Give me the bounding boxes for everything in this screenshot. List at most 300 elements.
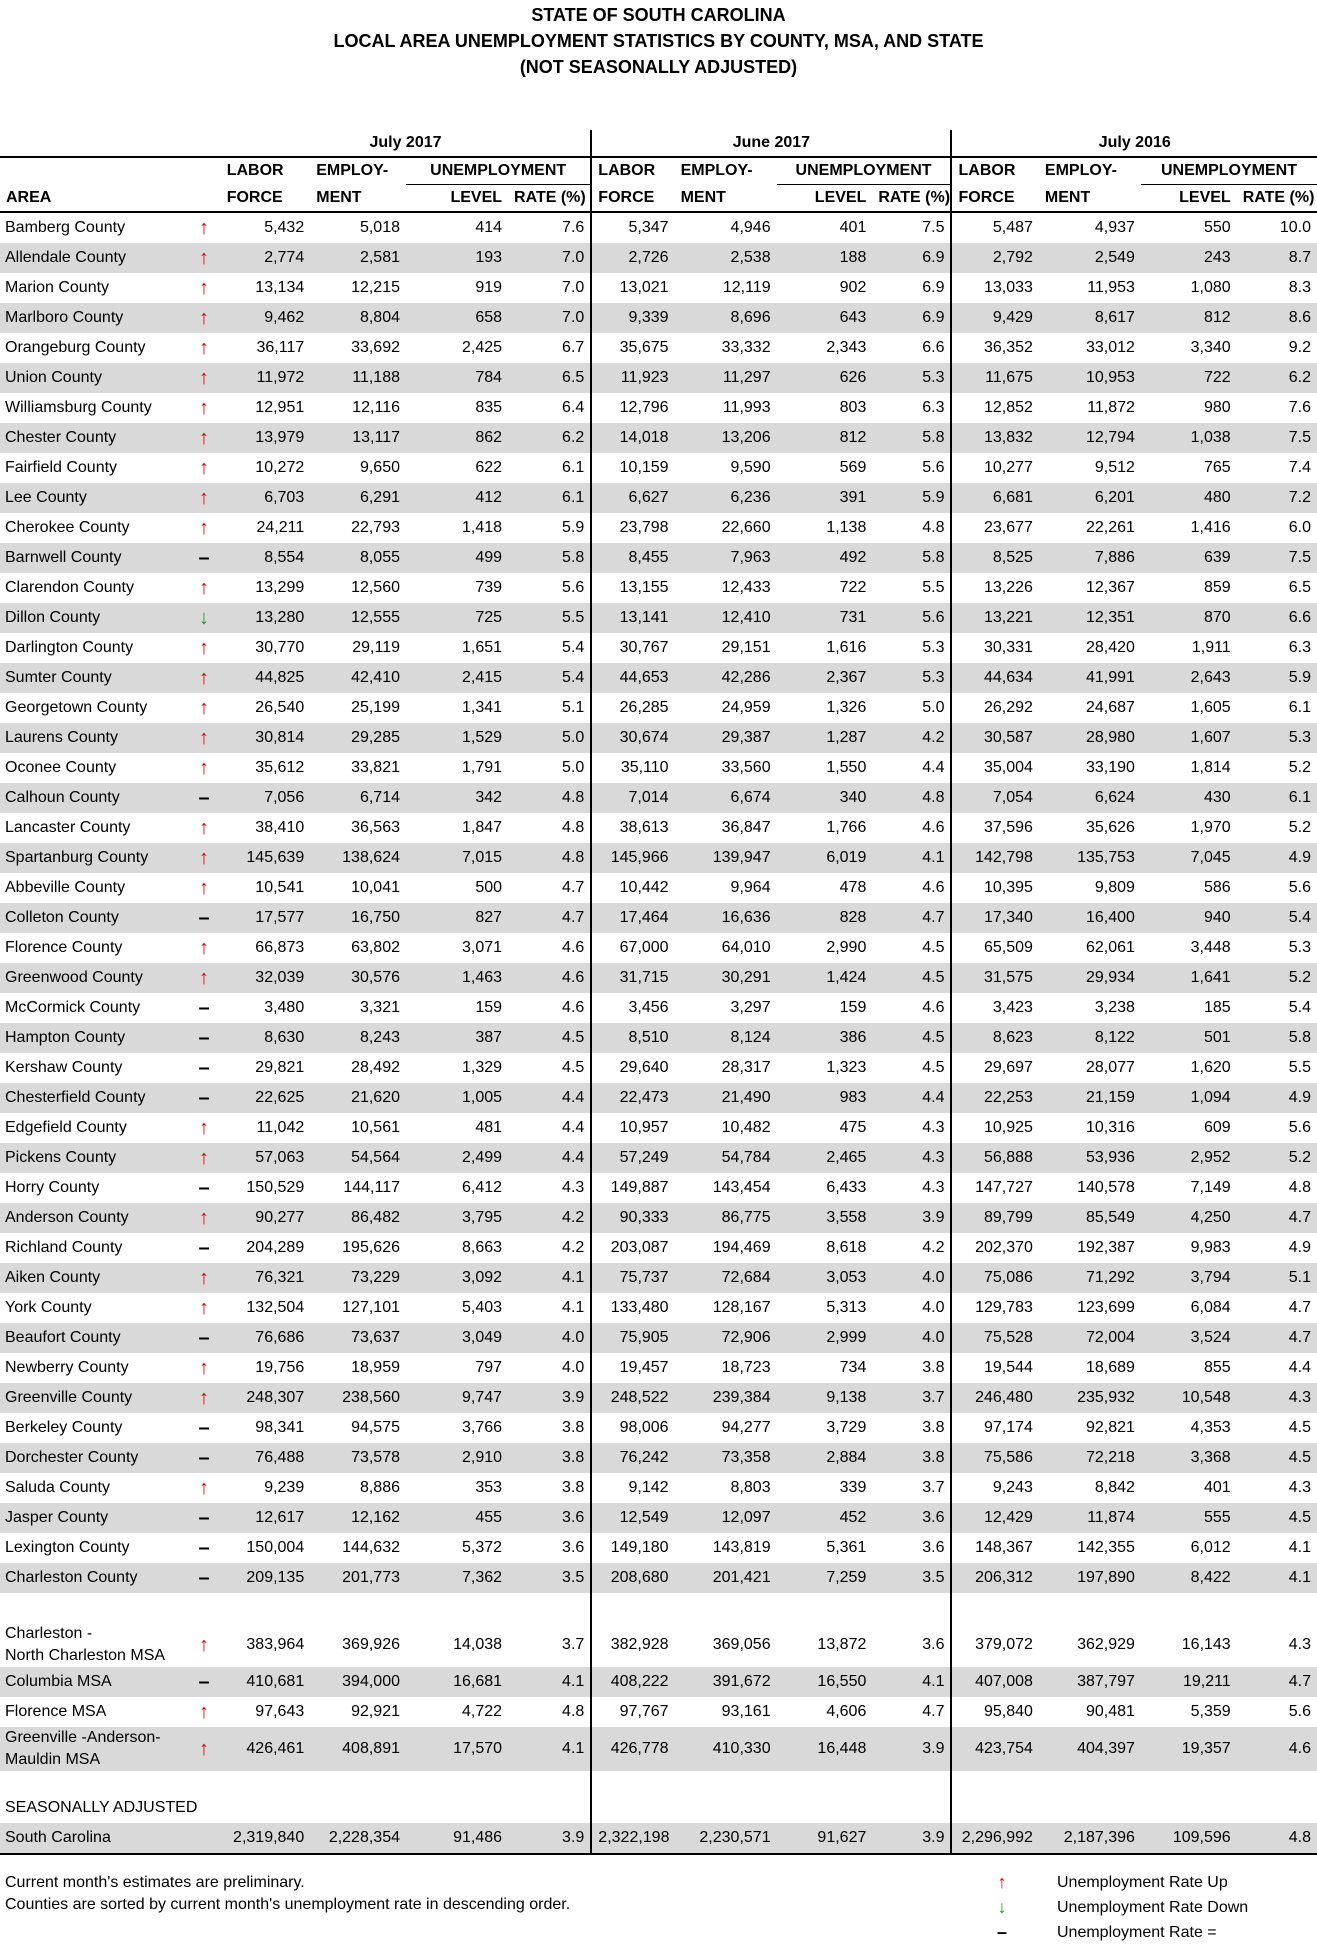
cell-unemployment-level: 5,313 [826,1299,867,1316]
table-row [0,1203,1317,1233]
footer [0,1870,1317,1948]
cell-employment: 2,538 [675,243,777,273]
cell-employment: 33,821 [351,759,400,776]
cell-unemployment-rate: 5.9 [562,519,585,536]
cell-unemployment-rate: 4.5 [1237,1503,1317,1533]
cell-unemployment-level: 2,999 [777,1323,873,1353]
cell-labor-force: 97,767 [591,1697,674,1727]
cell-unemployment-rate: 4.5 [922,1059,945,1076]
cell-unemployment-rate: 6.9 [872,303,951,333]
legend-same-label: Unemployment Rate = [1057,1924,1217,1941]
cell-labor-force: 19,544 [951,1353,1038,1383]
table-row [0,1413,1317,1443]
cell-labor-force: 32,039 [221,963,311,993]
msa-row [0,1727,1317,1771]
cell-employment: 6,201 [1039,483,1141,513]
cell-employment: 22,660 [721,519,771,536]
cell-employment: 6,714 [310,783,406,813]
cell-unemployment-level: 4,250 [1141,1203,1237,1233]
state-row [0,1823,1317,1854]
cell-labor-force: 37,596 [951,813,1038,843]
cell-employment: 128,167 [712,1299,771,1316]
dash-icon: – [187,1083,220,1113]
arrow-up-icon: ↑ [199,336,210,359]
cell-labor-force: 150,529 [246,1179,305,1196]
cell-unemployment-level: 8,663 [461,1239,503,1256]
cell-labor-force: 208,680 [591,1563,674,1593]
cell-employment: 391,672 [675,1667,777,1697]
cell-unemployment-rate: 3.6 [562,1539,585,1556]
cell-unemployment-level: 3,092 [406,1263,508,1293]
cell-unemployment-rate: 5.6 [1288,1703,1311,1720]
cell-unemployment-rate: 3.8 [922,1359,945,1376]
cell-unemployment-rate: 4.2 [562,1239,585,1256]
county-name: Darlington County [5,639,134,656]
arrow-up-icon: ↑ [187,1263,220,1293]
cell-employment: 21,159 [1039,1083,1141,1113]
cell-unemployment-level: 2,952 [1141,1143,1237,1173]
county-name: Charleston County [0,1563,187,1593]
table-row [0,243,1317,273]
cell-employment: 73,637 [310,1323,406,1353]
arrow-up-icon: ↑ [187,243,220,273]
cell-unemployment-level: 340 [777,783,873,813]
table-row [0,1383,1317,1413]
cell-unemployment-level: 1,287 [777,723,873,753]
cell-labor-force: 209,135 [221,1563,311,1593]
cell-unemployment-rate: 5.6 [872,603,951,633]
county-name: Union County [0,363,187,393]
cell-labor-force: 56,888 [951,1143,1038,1173]
arrow-up-icon: ↑ [187,963,220,993]
cell-labor-force: 30,767 [591,633,674,663]
table-row [0,1533,1317,1563]
msa-name-line: Greenville -Anderson- [5,1729,161,1746]
cell-unemployment-rate: 8.6 [1237,303,1317,333]
cell-unemployment-rate: 3.8 [922,1419,945,1436]
county-name: Marlboro County [0,303,187,333]
msa-name-line: Charleston - [5,1625,93,1642]
cell-labor-force: 98,341 [255,1419,305,1436]
cell-unemployment-rate: 4.5 [872,963,951,993]
cell-unemployment-level: 401 [839,219,867,236]
cell-unemployment-level: 940 [1141,903,1237,933]
dash-icon: – [187,783,220,813]
cell-employment: 238,560 [310,1383,406,1413]
cell-unemployment-level: 412 [406,483,508,513]
arrow-up-icon: ↑ [187,723,220,753]
table-row [0,363,1317,393]
cell-unemployment-rate: 4.7 [1237,1203,1317,1233]
cell-unemployment-level: 622 [475,459,503,476]
cell-labor-force: 23,677 [951,513,1038,543]
cell-unemployment-level: 19,357 [1141,1727,1237,1771]
cell-labor-force: 35,675 [591,333,674,363]
cell-unemployment-level: 387 [406,1023,508,1053]
arrow-up-icon: ↑ [199,696,210,719]
cell-unemployment-level: 339 [839,1479,867,1496]
cell-labor-force: 31,715 [591,963,674,993]
cell-employment: 86,775 [675,1203,777,1233]
arrow-up-icon: ↑ [199,576,210,599]
cell-unemployment-level: 2,884 [777,1443,873,1473]
cell-unemployment-level: 980 [1204,399,1231,416]
cell-labor-force: 26,285 [591,693,674,723]
header-ment: MENT [1039,185,1141,213]
dash-icon: – [198,1176,210,1199]
cell-unemployment-rate: 3.6 [872,1503,951,1533]
cell-unemployment-rate: 5.1 [1237,1263,1317,1293]
arrow-up-icon: ↑ [199,456,210,479]
cell-labor-force: 67,000 [591,933,674,963]
cell-unemployment-rate: 3.5 [508,1563,591,1593]
cell-labor-force: 98,006 [591,1413,674,1443]
cell-labor-force: 10,395 [951,873,1038,903]
cell-employment: 12,215 [351,279,400,296]
cell-labor-force: 14,018 [591,423,674,453]
cell-unemployment-level: 2,343 [826,339,867,356]
cell-employment: 92,921 [351,1703,400,1720]
cell-employment: 10,316 [1086,1119,1135,1136]
cell-unemployment-level: 109,596 [1141,1823,1237,1854]
cell-unemployment-level: 827 [406,903,508,933]
period-prior-year: July 2016 [951,130,1317,157]
cell-unemployment-rate: 4.4 [922,759,945,776]
cell-unemployment-level: 193 [406,243,508,273]
cell-labor-force: 2,792 [951,243,1038,273]
msa-name [0,1667,187,1697]
header-force: FORCE [591,185,674,213]
cell-unemployment-level: 8,422 [1141,1563,1237,1593]
cell-employment: 93,161 [721,1703,771,1720]
cell-unemployment-rate: 5.0 [922,699,945,716]
cell-unemployment-level: 414 [475,219,503,236]
cell-unemployment-level: 391 [777,483,873,513]
cell-labor-force: 10,925 [951,1113,1038,1143]
arrow-up-icon: ↑ [187,843,220,873]
table-body [0,212,1317,1854]
cell-unemployment-level: 1,341 [461,699,503,716]
cell-unemployment-rate: 4.2 [872,723,951,753]
cell-unemployment-level: 3,794 [1141,1263,1237,1293]
dash-icon: – [198,1536,210,1559]
cell-unemployment-level: 16,550 [777,1667,873,1697]
table-row [0,1443,1317,1473]
cell-employment: 11,993 [722,399,771,416]
cell-unemployment-rate: 4.8 [1288,1179,1311,1196]
cell-labor-force: 426,778 [591,1727,674,1771]
cell-employment: 12,351 [1039,603,1141,633]
cell-unemployment-rate: 4.3 [872,1143,951,1173]
arrow-up-icon: ↑ [199,816,210,839]
cell-unemployment-level: 586 [1204,879,1231,896]
unemployment-table [0,130,1317,1855]
cell-labor-force: 9,339 [591,303,674,333]
arrow-up-icon: ↑ [199,1356,210,1379]
arrow-up-icon: ↑ [187,1143,220,1173]
cell-unemployment-rate: 7.0 [562,279,585,296]
cell-unemployment-level: 501 [1141,1023,1237,1053]
cell-employment: 28,317 [721,1059,771,1076]
cell-unemployment-rate: 4.4 [508,1083,591,1113]
cell-labor-force: 142,798 [951,843,1038,873]
cell-unemployment-level: 812 [1141,303,1237,333]
cell-unemployment-level: 17,570 [406,1727,508,1771]
cell-employment: 194,469 [712,1239,771,1256]
cell-labor-force: 13,141 [591,603,674,633]
cell-unemployment-level: 455 [406,1503,508,1533]
cell-unemployment-level: 983 [777,1083,873,1113]
cell-labor-force: 36,117 [256,339,305,356]
state-name: South Carolina [0,1823,221,1854]
cell-unemployment-level: 1,607 [1141,723,1237,753]
cell-unemployment-level: 835 [475,399,503,416]
cell-employment: 2,228,354 [310,1823,406,1854]
cell-labor-force: 10,277 [951,453,1038,483]
cell-unemployment-level: 8,618 [826,1239,867,1256]
cell-labor-force: 8,455 [591,543,674,573]
dash-icon: – [187,1563,220,1593]
cell-labor-force: 7,056 [221,783,311,813]
cell-unemployment-level: 9,138 [777,1383,873,1413]
cell-labor-force: 13,221 [951,603,1038,633]
county-name: Horry County [5,1179,100,1196]
cell-labor-force: 24,211 [256,519,305,536]
cell-employment: 10,953 [1039,363,1141,393]
cell-unemployment-level: 3,049 [406,1323,508,1353]
cell-unemployment-rate: 4.8 [1237,1823,1317,1854]
cell-employment: 4,946 [730,219,771,236]
cell-unemployment-level: 452 [777,1503,873,1533]
dash-icon: – [187,1023,220,1053]
cell-employment: 239,384 [675,1383,777,1413]
msa-name-line: Florence MSA [5,1703,107,1720]
cell-unemployment-rate: 4.2 [922,1239,945,1256]
cell-unemployment-rate: 5.3 [872,363,951,393]
cell-employment: 135,753 [1039,843,1141,873]
table-row [0,993,1317,1023]
county-name: Lee County [0,483,187,513]
county-name: Saluda County [5,1479,110,1496]
cell-unemployment-level: 1,605 [1190,699,1231,716]
cell-unemployment-level: 2,367 [777,663,873,693]
cell-unemployment-level: 739 [475,579,503,596]
cell-unemployment-level: 725 [406,603,508,633]
cell-unemployment-rate: 3.6 [922,1636,945,1653]
cell-unemployment-level: 1,766 [826,819,867,836]
cell-unemployment-rate: 4.6 [922,879,945,896]
cell-labor-force: 19,756 [255,1359,305,1376]
title-line-3: (NOT SEASONALLY ADJUSTED) [519,57,798,77]
cell-labor-force: 426,461 [221,1727,311,1771]
cell-labor-force: 97,174 [951,1413,1038,1443]
cell-unemployment-level: 1,791 [461,759,503,776]
cell-unemployment-rate: 5.4 [1237,903,1317,933]
cell-unemployment-level: 1,418 [461,519,503,536]
cell-employment: 138,624 [310,843,406,873]
table-row [0,483,1317,513]
cell-labor-force: 66,873 [255,939,305,956]
cell-labor-force: 95,840 [951,1697,1038,1727]
cell-unemployment-level: 643 [777,303,873,333]
table-row [0,1293,1317,1323]
cell-unemployment-level: 1,138 [826,519,867,536]
cell-unemployment-level: 401 [1204,1479,1231,1496]
cell-unemployment-level: 13,872 [817,1636,867,1653]
cell-labor-force: 11,972 [221,363,311,393]
cell-unemployment-level: 91,627 [777,1823,873,1854]
msa-name-line: Mauldin MSA [5,1751,101,1768]
cell-labor-force: 26,540 [255,699,305,716]
arrow-up-icon: ↑ [187,423,220,453]
cell-labor-force: 26,292 [951,693,1038,723]
cell-labor-force: 76,321 [221,1263,311,1293]
cell-employment: 29,387 [675,723,777,753]
cell-unemployment-rate: 5.5 [508,603,591,633]
cell-labor-force: 8,554 [221,543,311,573]
cell-employment: 9,590 [730,459,771,476]
cell-employment: 25,199 [351,699,400,716]
table-row [0,1023,1317,1053]
cell-unemployment-rate: 4.1 [508,1667,591,1697]
cell-employment: 11,872 [1087,399,1135,416]
cell-employment: 387,797 [1039,1667,1141,1697]
county-name: Williamsburg County [5,399,152,416]
cell-employment: 201,421 [675,1563,777,1593]
cell-unemployment-level: 6,084 [1190,1299,1231,1316]
msa-name [0,1697,187,1727]
cell-employment: 86,482 [310,1203,406,1233]
cell-labor-force: 29,821 [255,1059,305,1076]
county-name: Clarendon County [5,579,134,596]
cell-employment: 72,906 [675,1323,777,1353]
cell-unemployment-level: 658 [406,303,508,333]
dash-icon: – [187,543,220,573]
cell-unemployment-rate: 4.6 [508,963,591,993]
cell-labor-force: 76,242 [591,1443,674,1473]
table-row [0,1233,1317,1263]
title-line-1: STATE OF SOUTH CAROLINA [531,5,786,25]
table-row [0,1563,1317,1593]
cell-labor-force: 13,226 [951,573,1038,603]
table-row [0,513,1317,543]
cell-employment: 410,330 [675,1727,777,1771]
cell-employment: 8,617 [1039,303,1141,333]
cell-unemployment-level: 2,425 [461,339,503,356]
header-rate: RATE (%) [1237,185,1317,213]
county-name: Bamberg County [5,219,126,236]
cell-unemployment-rate: 5.6 [1288,1119,1311,1136]
cell-unemployment-rate: 6.9 [922,279,945,296]
table-row [0,453,1317,483]
cell-employment: 8,842 [1094,1479,1135,1496]
county-name: Cherokee County [5,519,130,536]
county-name: Berkeley County [5,1419,123,1436]
cell-unemployment-level: 10,548 [1141,1383,1237,1413]
cell-unemployment-rate: 4.0 [922,1299,945,1316]
cell-unemployment-rate: 4.8 [508,843,591,873]
cell-unemployment-rate: 4.0 [872,1263,951,1293]
cell-unemployment-level: 639 [1141,543,1237,573]
cell-unemployment-rate: 5.9 [1237,663,1317,693]
cell-unemployment-rate: 6.9 [872,243,951,273]
cell-unemployment-level: 3,448 [1190,939,1231,956]
cell-employment: 6,291 [310,483,406,513]
cell-employment: 29,119 [352,639,400,656]
cell-employment: 3,321 [359,999,400,1016]
legend-up-label: Unemployment Rate Up [1057,1874,1228,1891]
cell-labor-force: 203,087 [591,1233,674,1263]
header-labor: LABOR [591,157,674,185]
cell-labor-force: 57,249 [591,1143,674,1173]
arrow-up-icon: ↑ [199,756,210,779]
cell-unemployment-rate: 3.7 [872,1383,951,1413]
cell-unemployment-rate: 4.5 [922,939,945,956]
cell-employment: 12,410 [675,603,777,633]
cell-unemployment-level: 6,012 [1190,1539,1231,1556]
cell-unemployment-level: 828 [777,903,873,933]
cell-unemployment-rate: 4.2 [508,1203,591,1233]
cell-employment: 10,561 [351,1119,400,1136]
cell-employment: 235,932 [1039,1383,1141,1413]
cell-employment: 6,624 [1039,783,1141,813]
cell-employment: 139,947 [675,843,777,873]
arrow-up-icon: ↑ [187,303,220,333]
cell-labor-force: 31,575 [951,963,1038,993]
cell-unemployment-rate: 8.7 [1237,243,1317,273]
cell-labor-force: 90,277 [221,1203,311,1233]
cell-employment: 369,056 [712,1636,771,1653]
cell-unemployment-level: 855 [1204,1359,1231,1376]
cell-unemployment-rate: 7.4 [1288,459,1311,476]
cell-labor-force: 13,280 [221,603,311,633]
county-name: Hampton County [0,1023,187,1053]
cell-employment: 12,097 [675,1503,777,1533]
cell-employment: 28,980 [1039,723,1141,753]
cell-unemployment-level: 2,643 [1141,663,1237,693]
cell-unemployment-rate: 5.0 [562,759,585,776]
cell-unemployment-rate: 10.0 [1279,219,1311,236]
cell-labor-force: 44,653 [591,663,674,693]
cell-labor-force: 3,480 [264,999,305,1016]
cell-unemployment-rate: 3.5 [872,1563,951,1593]
cell-labor-force: 65,509 [951,933,1038,963]
cell-employment: 12,433 [721,579,771,596]
cell-employment: 16,636 [675,903,777,933]
cell-employment: 24,687 [1086,699,1135,716]
cell-unemployment-rate: 4.1 [1237,1563,1317,1593]
cell-unemployment-rate: 4.1 [872,1667,951,1697]
cell-employment: 12,162 [310,1503,406,1533]
cell-employment: 195,626 [342,1239,400,1256]
cell-unemployment-level: 731 [777,603,873,633]
cell-unemployment-level: 7,362 [406,1563,508,1593]
cell-unemployment-level: 626 [777,363,873,393]
cell-unemployment-rate: 7.6 [1288,399,1311,416]
cell-employment: 8,696 [675,303,777,333]
cell-unemployment-rate: 5.2 [1237,1143,1317,1173]
cell-employment: 30,291 [675,963,777,993]
cell-unemployment-level: 1,847 [461,819,503,836]
table-row [0,1083,1317,1113]
header-spacer [0,157,221,185]
cell-labor-force: 75,737 [591,1263,674,1293]
cell-employment: 4,937 [1094,219,1135,236]
cell-employment: 63,802 [351,939,400,956]
arrow-up-icon: ↑ [199,1700,210,1723]
cell-unemployment-level: 1,329 [461,1059,503,1076]
cell-labor-force: 408,222 [591,1667,674,1697]
